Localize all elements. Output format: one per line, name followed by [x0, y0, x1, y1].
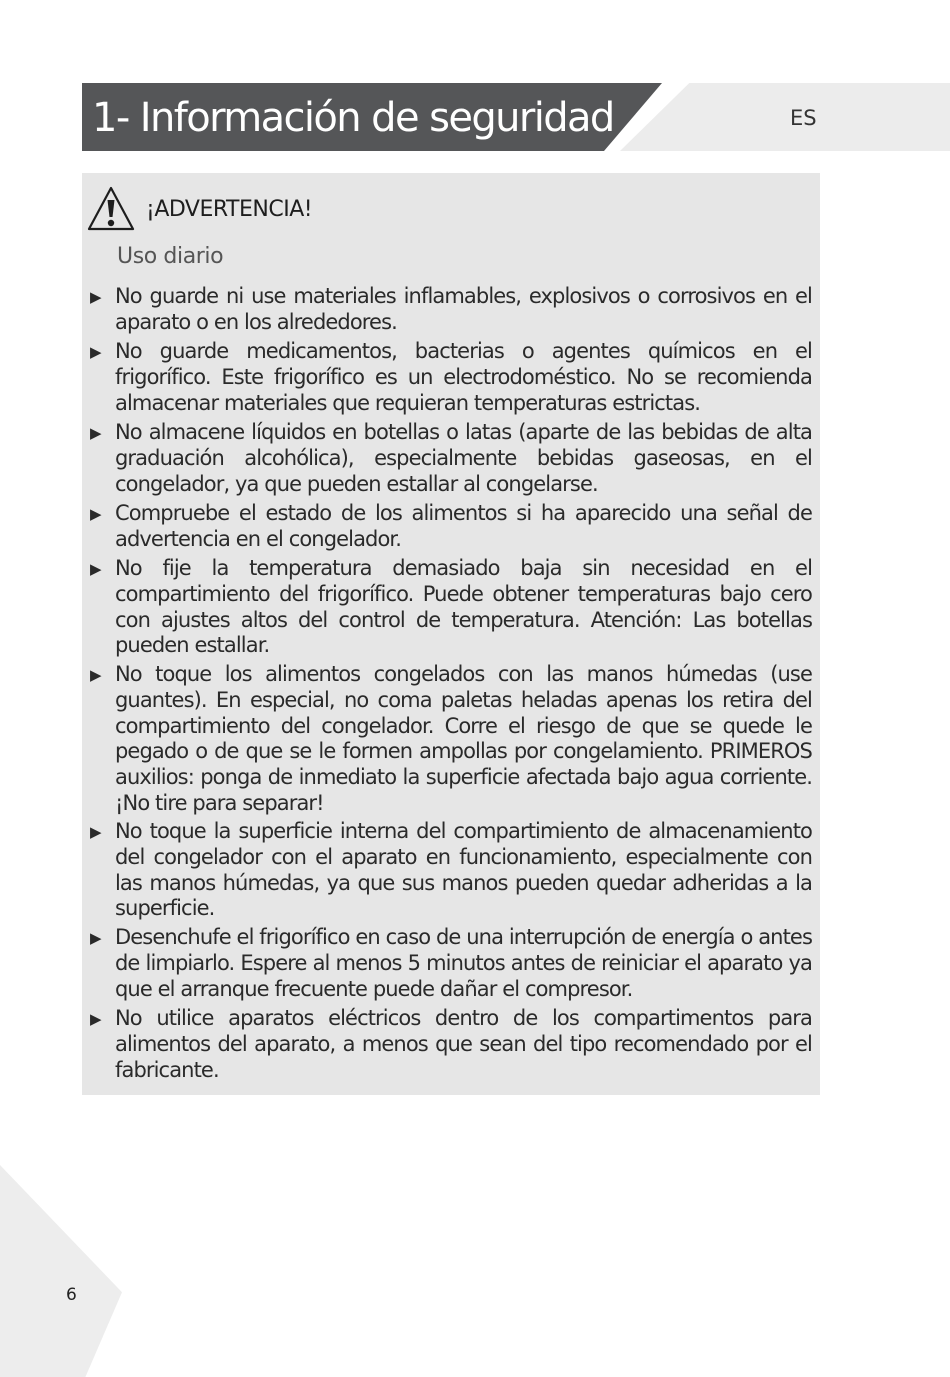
- list-item: [90, 925, 812, 1002]
- language-code: ES: [790, 106, 817, 130]
- list-item-text: No guarde medicamentos, bacterias o agentes químicos en el frigorífico. Este frigorífico es un electrodoméstico. No se recomienda almacenar materiales que requieran temperaturas estrictas.: [115, 339, 812, 415]
- page-number: 6: [66, 1285, 77, 1305]
- bullet-arrow-icon: ▶: [90, 505, 102, 523]
- list-item: [90, 819, 812, 922]
- list-item-text: No guarde ni use materiales inflamables, explosivos o corrosivos en el aparato o en los alrededores.: [115, 284, 812, 334]
- bullet-arrow-icon: ▶: [90, 343, 102, 361]
- bullet-arrow-icon: ▶: [90, 929, 102, 947]
- bullet-arrow-icon: ▶: [90, 666, 102, 684]
- section-title: 1- Información de seguridad: [92, 95, 614, 141]
- list-item-text: No utilice aparatos eléctricos dentro de los compartimentos para alimentos del aparato, a menos que sean del tipo recomendado por el fabricante.: [115, 1006, 812, 1082]
- bullet-arrow-icon: ▶: [90, 1010, 102, 1028]
- list-item-text: No toque los alimentos congelados con las manos húmedas (use guantes). En especial, no coma paletas heladas apenas los retira del compartimiento del congelador. Corre el riesgo de que se quede le pegado o de que se le formen ampollas por congelamiento. PRIMEROS auxilios: ponga de inmediato la superficie afectada bajo agua corriente. ¡No tire para separar!: [115, 662, 812, 815]
- warning-title: ¡ADVERTENCIA!: [146, 197, 313, 222]
- list-item: [90, 339, 812, 416]
- list-item: [90, 501, 812, 553]
- header-language-tab: [620, 83, 950, 151]
- bullet-arrow-icon: ▶: [90, 424, 102, 442]
- list-item: [90, 284, 812, 336]
- bullet-arrow-icon: ▶: [90, 288, 102, 306]
- list-item: [90, 556, 812, 659]
- bullet-arrow-icon: ▶: [90, 560, 102, 578]
- list-item-text: No toque la superficie interna del compartimiento de almacenamiento del congelador con el aparato en funcionamiento, especialmente con las manos húmedas, ya que sus manos pueden quedar adheridas a la superficie.: [115, 819, 812, 921]
- corner-decoration: [0, 1165, 122, 1377]
- bullet-arrow-icon: ▶: [90, 823, 102, 841]
- list-item-text: Compruebe el estado de los alimentos si ha aparecido una señal de advertencia en el congelador.: [115, 501, 812, 551]
- subheading: Uso diario: [117, 244, 224, 269]
- warning-triangle-icon: [86, 185, 136, 233]
- list-item-text: No almacene líquidos en botellas o latas (aparte de las bebidas de alta graduación alcohólica), especialmente bebidas gaseosas, en el congelador, ya que pueden estallar al congelarse.: [115, 420, 812, 496]
- list-item-text: Desenchufe el frigorífico en caso de una interrupción de energía o antes de limpiarlo. Espere al menos 5 minutos antes de reiniciar el aparato ya que el arranque frecuente puede dañar el compresor.: [115, 925, 812, 1001]
- list-item: [90, 662, 812, 817]
- list-item: [90, 1006, 812, 1083]
- list-item-text: No fije la temperatura demasiado baja sin necesidad en el compartimiento del frigorífico. Puede obtener temperaturas bajo cero con ajustes altos del control de temperatura. Atención: Las botellas pueden estallar.: [115, 556, 812, 658]
- list-item: [90, 420, 812, 497]
